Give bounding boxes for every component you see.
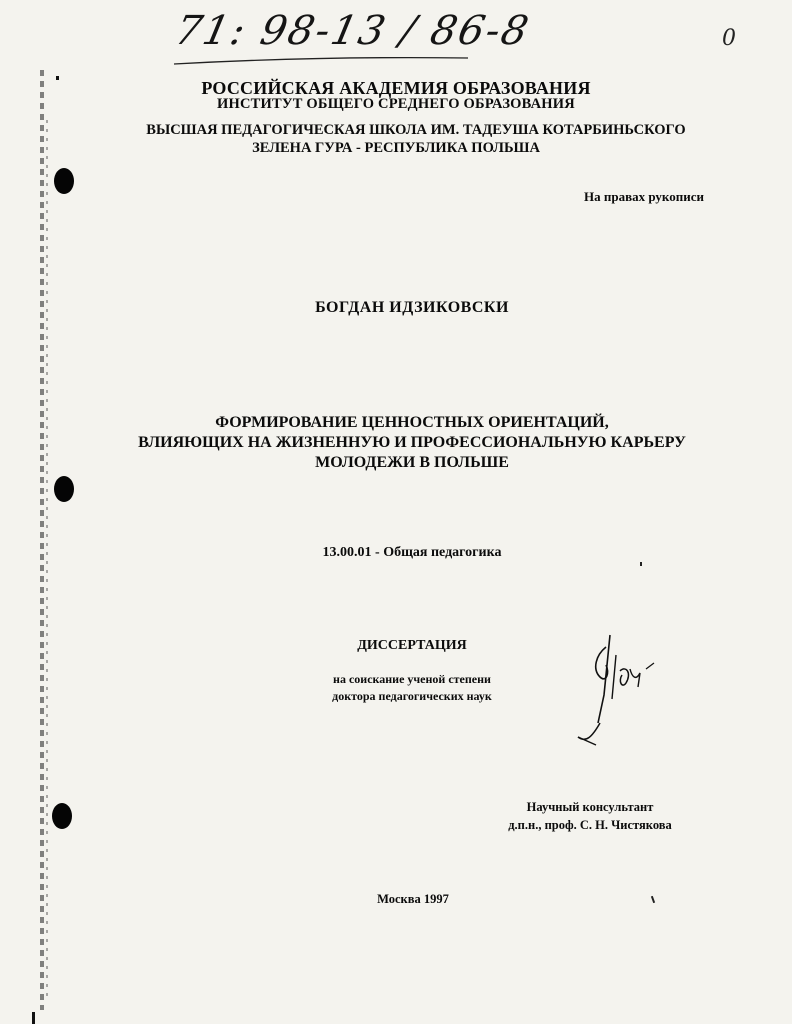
consultant-name: д.п.н., проф. С. Н. Чистякова	[508, 818, 672, 832]
degree-line: на соискание ученой степени	[333, 672, 491, 686]
handwritten-code-text: 71: 98-13 / 86-8	[171, 8, 535, 54]
handwritten-underline	[168, 6, 498, 76]
handwritten-signature	[566, 625, 676, 755]
title-line: МОЛОДЕЖИ В ПОЛЬШЕ	[315, 454, 509, 471]
place-and-year: Москва 1997	[377, 892, 449, 906]
specialty-code: 13.00.01 - Общая педагогика	[322, 545, 502, 560]
scientific-consultant	[490, 798, 690, 834]
title-line: ФОРМИРОВАНИЕ ЦЕННОСТНЫХ ОРИЕНТАЦИЙ,	[215, 414, 609, 431]
scan-binding-edge	[40, 70, 44, 1010]
handwritten-catalogue-number	[168, 6, 535, 76]
title-line: ВЛИЯЮЩИХ НА ЖИЗНЕННУЮ И ПРОФЕССИОНАЛЬНУЮ КАРЬЕРУ	[138, 434, 686, 451]
author-name: БОГДАН ИДЗИКОВСКИ	[315, 299, 509, 316]
org-location: ЗЕЛЕНА ГУРА - РЕСПУБЛИКА ПОЛЬША	[252, 140, 540, 156]
scan-speck	[640, 562, 642, 566]
handwritten-corner-mark: 0	[722, 26, 736, 51]
scan-speck	[32, 1012, 35, 1024]
binding-hole-middle	[54, 476, 74, 502]
document-type: ДИССЕРТАЦИЯ	[357, 638, 467, 653]
binding-hole-top	[54, 168, 74, 194]
org-institute-name: ИНСТИТУТ ОБЩЕГО СРЕДНЕГО ОБРАЗОВАНИЯ	[217, 96, 575, 112]
consultant-role: Научный консультант	[526, 800, 654, 814]
org-academy-name: РОССИЙСКАЯ АКАДЕМИЯ ОБРАЗОВАНИЯ	[201, 78, 591, 98]
dissertation-title	[0, 413, 792, 473]
degree-line: доктора педагогических наук	[332, 689, 492, 703]
manuscript-rights-note: На правах рукописи	[584, 189, 704, 204]
binding-hole-bottom	[52, 803, 72, 829]
org-school-name: ВЫСШАЯ ПЕДАГОГИЧЕСКАЯ ШКОЛА ИМ. ТАДЕУША КОТАРБИНЬСКОГО	[146, 122, 686, 138]
